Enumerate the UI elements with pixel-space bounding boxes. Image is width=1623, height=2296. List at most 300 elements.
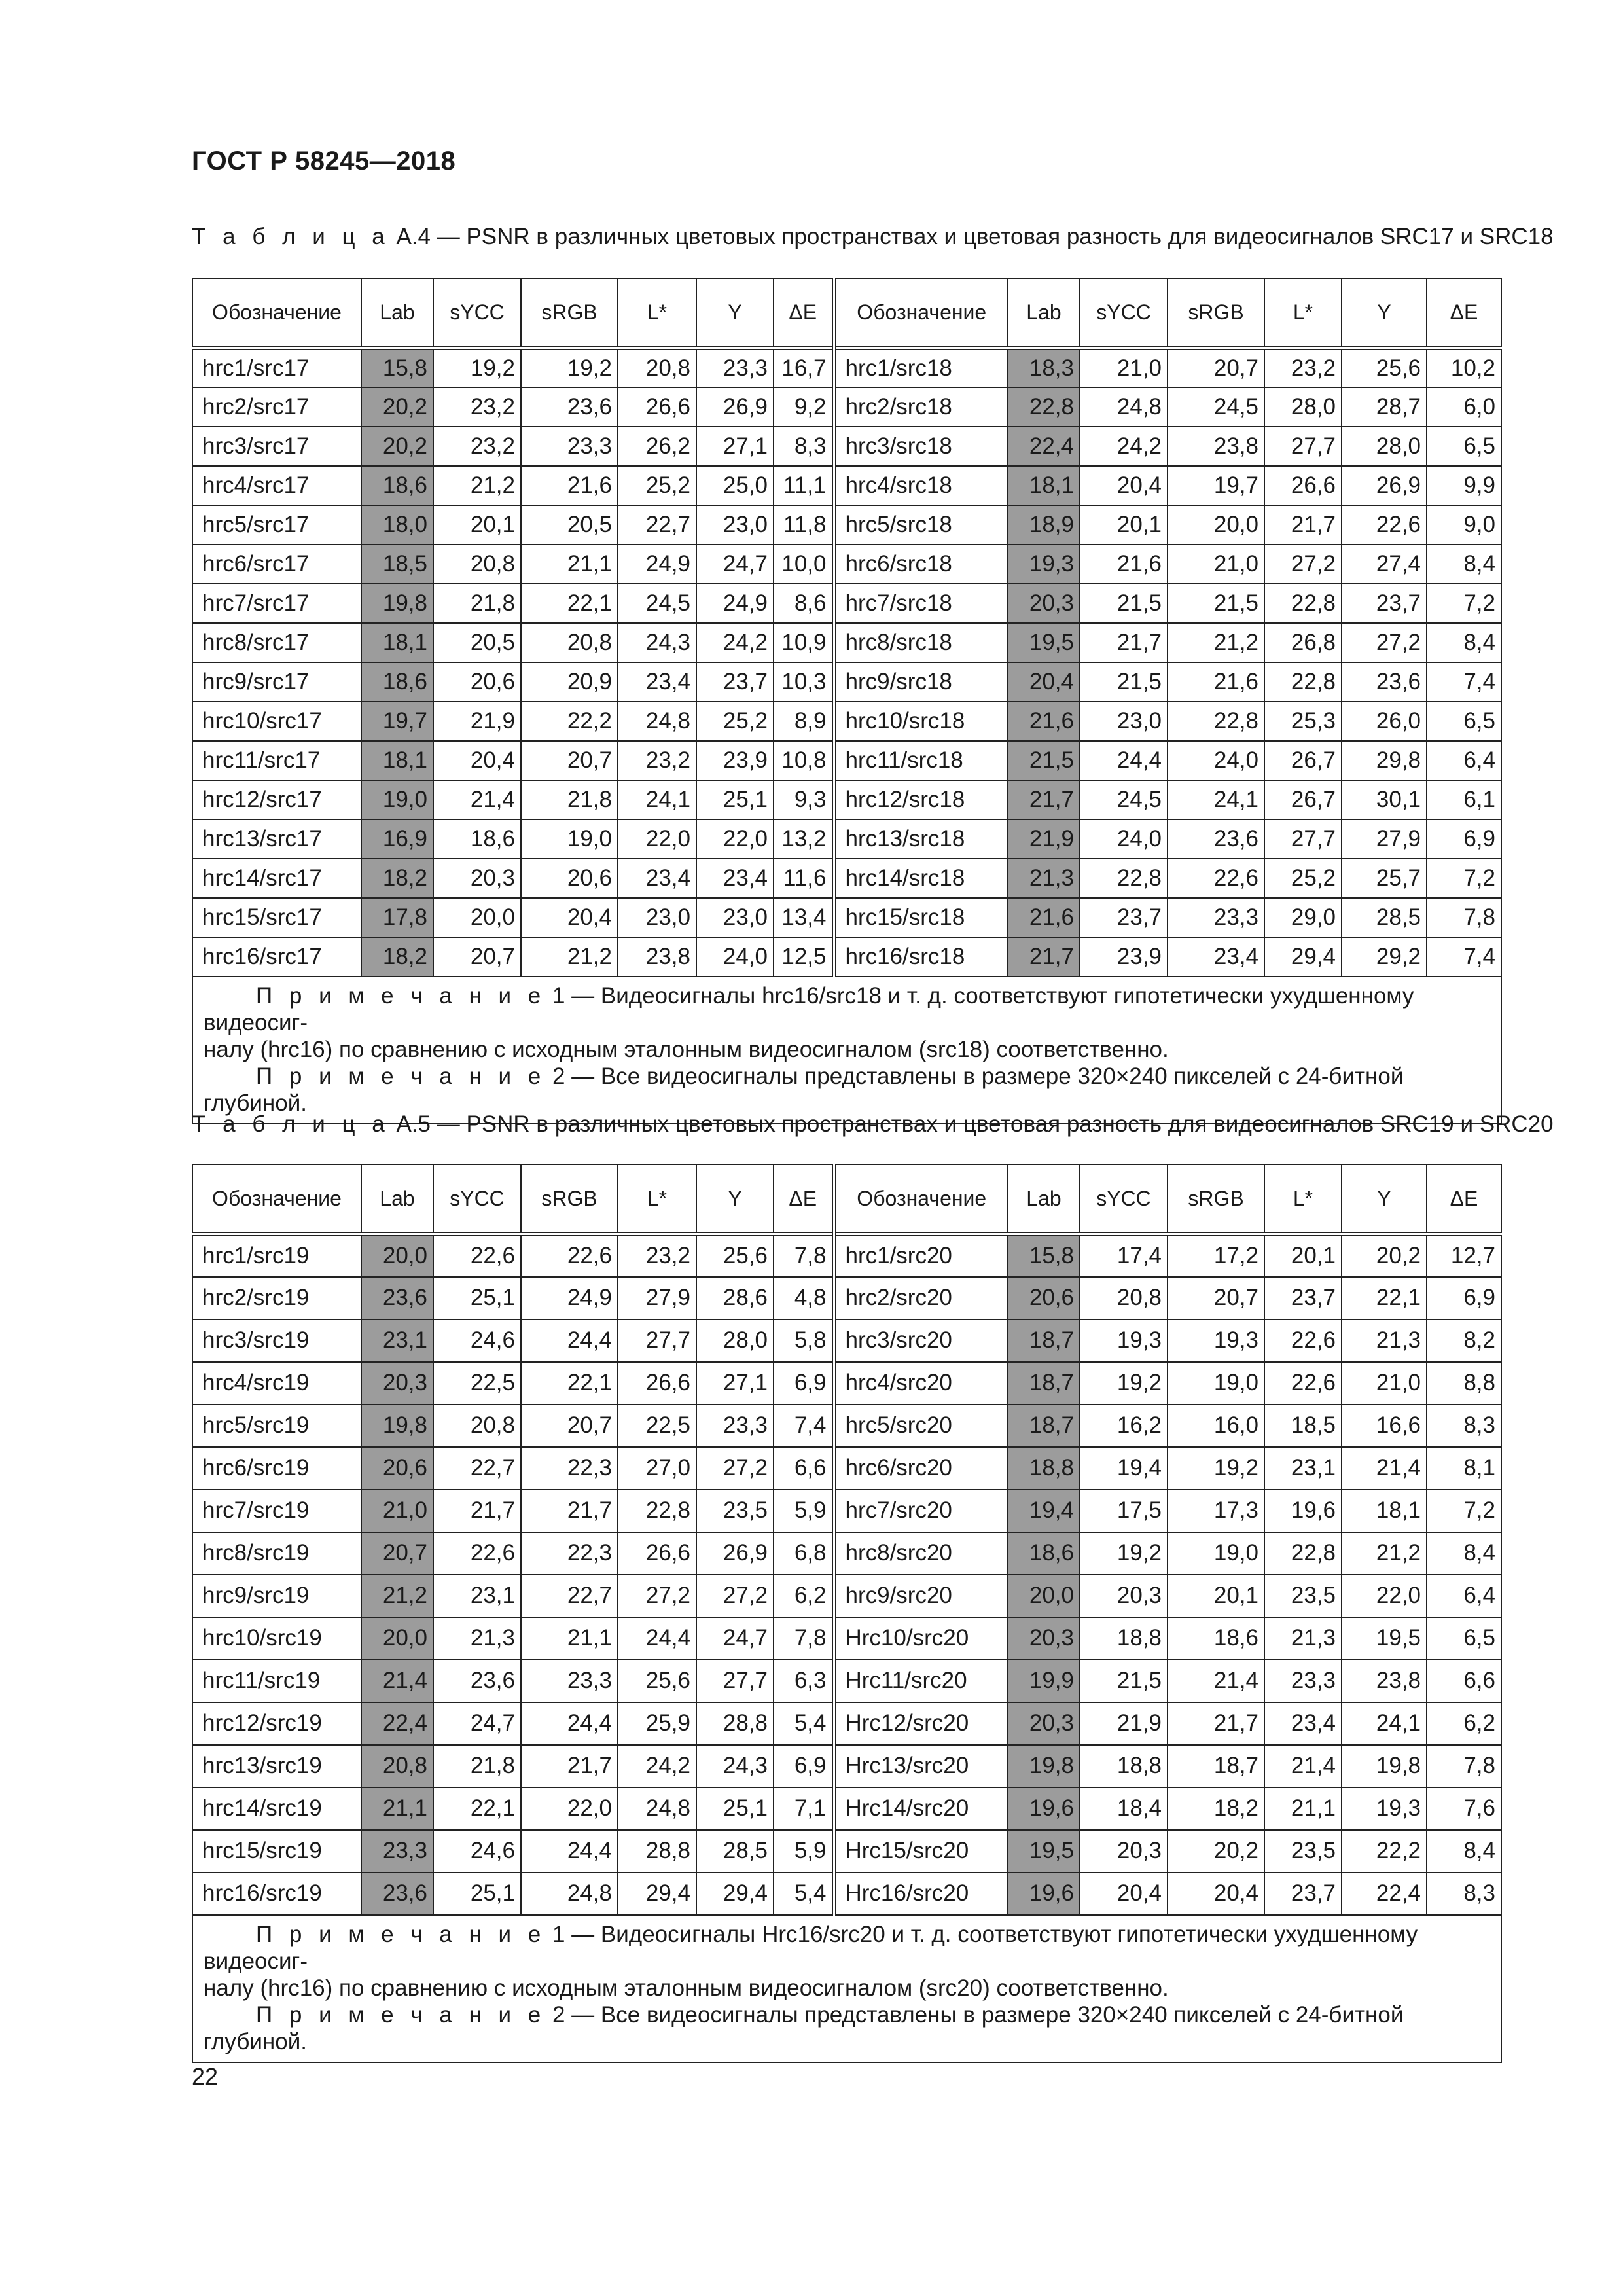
note-prefix: П р и м е ч а н и е xyxy=(256,1063,546,1089)
value-cell: 24,7 xyxy=(433,1702,521,1745)
lab-value-cell: 18,1 xyxy=(361,623,433,662)
value-cell: 17,2 xyxy=(1168,1234,1264,1277)
lab-value-cell: 19,8 xyxy=(361,584,433,623)
column-header: Обозначение xyxy=(834,278,1008,348)
value-cell: 20,1 xyxy=(1264,1234,1342,1277)
psnr-table-a5 xyxy=(192,1164,1501,2063)
value-cell: 23,0 xyxy=(696,898,774,937)
value-cell: 21,9 xyxy=(433,702,521,741)
value-cell: 7,4 xyxy=(774,1405,834,1447)
value-cell: 28,0 xyxy=(1264,387,1342,427)
column-header: L* xyxy=(1264,278,1342,348)
note-text: 2 — Все видеосигналы представлены в размере 320×240 пикселей с 24-битной глубиной. xyxy=(204,2001,1404,2054)
column-header: sYCC xyxy=(433,278,521,348)
value-cell: 23,7 xyxy=(696,662,774,702)
lab-value-cell: 23,6 xyxy=(361,1873,433,1915)
value-cell: 18,8 xyxy=(1080,1617,1168,1660)
value-cell: 20,8 xyxy=(1080,1277,1168,1319)
value-cell: 21,3 xyxy=(1264,1617,1342,1660)
column-header: Обозначение xyxy=(192,1164,361,1234)
signal-name-cell: hrc7/src20 xyxy=(834,1490,1008,1532)
column-header: L* xyxy=(618,1164,696,1234)
value-cell: 6,6 xyxy=(774,1447,834,1490)
value-cell: 8,4 xyxy=(1427,1830,1501,1873)
value-cell: 24,0 xyxy=(1080,819,1168,859)
value-cell: 27,7 xyxy=(618,1319,696,1362)
value-cell: 20,1 xyxy=(433,505,521,545)
value-cell: 9,0 xyxy=(1427,505,1501,545)
lab-value-cell: 20,2 xyxy=(361,427,433,466)
value-cell: 25,2 xyxy=(696,702,774,741)
signal-name-cell: hrc5/src20 xyxy=(834,1405,1008,1447)
table-row xyxy=(192,1787,1501,1830)
value-cell: 19,0 xyxy=(521,819,618,859)
value-cell: 8,6 xyxy=(774,584,834,623)
value-cell: 19,3 xyxy=(1342,1787,1427,1830)
value-cell: 6,9 xyxy=(1427,1277,1501,1319)
value-cell: 26,9 xyxy=(696,1532,774,1575)
value-cell: 20,0 xyxy=(433,898,521,937)
value-cell: 21,2 xyxy=(1168,623,1264,662)
lab-value-cell: 18,2 xyxy=(361,937,433,977)
value-cell: 27,2 xyxy=(696,1447,774,1490)
value-cell: 24,4 xyxy=(521,1319,618,1362)
value-cell: 19,0 xyxy=(1168,1362,1264,1405)
value-cell: 13,2 xyxy=(774,819,834,859)
table-caption-text: А.5 — PSNR в различных цветовых пространствах и цветовая разность для видеосигналов SRC19 и SRC20 xyxy=(389,1111,1554,1137)
value-cell: 22,8 xyxy=(1168,702,1264,741)
value-cell: 26,0 xyxy=(1342,702,1427,741)
value-cell: 22,3 xyxy=(521,1532,618,1575)
value-cell: 20,9 xyxy=(521,662,618,702)
value-cell: 20,8 xyxy=(433,1405,521,1447)
value-cell: 9,3 xyxy=(774,780,834,819)
value-cell: 24,8 xyxy=(618,1787,696,1830)
signal-name-cell: hrc9/src18 xyxy=(834,662,1008,702)
signal-name-cell: hrc1/src20 xyxy=(834,1234,1008,1277)
lab-value-cell: 22,4 xyxy=(361,1702,433,1745)
value-cell: 6,6 xyxy=(1427,1660,1501,1702)
table-row xyxy=(192,859,1501,898)
value-cell: 29,8 xyxy=(1342,741,1427,780)
lab-value-cell: 21,2 xyxy=(361,1575,433,1617)
value-cell: 21,0 xyxy=(1168,545,1264,584)
value-cell: 21,8 xyxy=(433,1745,521,1787)
value-cell: 18,6 xyxy=(433,819,521,859)
table-caption xyxy=(192,1111,1554,1138)
value-cell: 18,8 xyxy=(1080,1745,1168,1787)
value-cell: 22,6 xyxy=(433,1532,521,1575)
value-cell: 6,1 xyxy=(1427,780,1501,819)
value-cell: 21,2 xyxy=(433,466,521,505)
value-cell: 29,2 xyxy=(1342,937,1427,977)
table-row xyxy=(192,505,1501,545)
value-cell: 29,0 xyxy=(1264,898,1342,937)
note-line xyxy=(204,1921,1490,1975)
signal-name-cell: hrc4/src17 xyxy=(192,466,361,505)
value-cell: 22,6 xyxy=(1168,859,1264,898)
value-cell: 8,3 xyxy=(774,427,834,466)
value-cell: 24,9 xyxy=(521,1277,618,1319)
value-cell: 26,9 xyxy=(696,387,774,427)
value-cell: 24,8 xyxy=(1080,387,1168,427)
table-row xyxy=(192,387,1501,427)
value-cell: 28,5 xyxy=(696,1830,774,1873)
table-row xyxy=(192,1702,1501,1745)
value-cell: 21,6 xyxy=(1080,545,1168,584)
column-header: ΔE xyxy=(1427,1164,1501,1234)
value-cell: 16,0 xyxy=(1168,1405,1264,1447)
signal-name-cell: hrc13/src18 xyxy=(834,819,1008,859)
signal-name-cell: hrc8/src19 xyxy=(192,1532,361,1575)
value-cell: 7,6 xyxy=(1427,1787,1501,1830)
value-cell: 27,2 xyxy=(1264,545,1342,584)
lab-value-cell: 19,5 xyxy=(1008,1830,1080,1873)
signal-name-cell: hrc3/src18 xyxy=(834,427,1008,466)
table-row xyxy=(192,898,1501,937)
note-prefix: П р и м е ч а н и е xyxy=(256,982,546,1009)
value-cell: 6,0 xyxy=(1427,387,1501,427)
value-cell: 23,4 xyxy=(618,859,696,898)
lab-value-cell: 18,6 xyxy=(1008,1532,1080,1575)
note-text: 2 — Все видеосигналы представлены в размере 320×240 пикселей с 24-битной глубиной. xyxy=(204,1063,1404,1116)
value-cell: 27,0 xyxy=(618,1447,696,1490)
signal-name-cell: hrc7/src17 xyxy=(192,584,361,623)
value-cell: 24,9 xyxy=(696,584,774,623)
value-cell: 22,3 xyxy=(521,1447,618,1490)
value-cell: 21,4 xyxy=(1342,1447,1427,1490)
value-cell: 23,6 xyxy=(521,387,618,427)
value-cell: 7,8 xyxy=(774,1617,834,1660)
value-cell: 30,1 xyxy=(1342,780,1427,819)
column-header: Lab xyxy=(1008,1164,1080,1234)
notes-row xyxy=(192,977,1501,1124)
lab-value-cell: 23,3 xyxy=(361,1830,433,1873)
data-table xyxy=(192,1164,1502,2063)
signal-name-cell: hrc4/src18 xyxy=(834,466,1008,505)
value-cell: 13,4 xyxy=(774,898,834,937)
value-cell: 17,4 xyxy=(1080,1234,1168,1277)
value-cell: 23,6 xyxy=(1168,819,1264,859)
value-cell: 26,6 xyxy=(1264,466,1342,505)
table-row xyxy=(192,623,1501,662)
lab-value-cell: 18,1 xyxy=(1008,466,1080,505)
value-cell: 23,8 xyxy=(618,937,696,977)
value-cell: 19,3 xyxy=(1168,1319,1264,1362)
signal-name-cell: hrc16/src19 xyxy=(192,1873,361,1915)
lab-value-cell: 18,7 xyxy=(1008,1362,1080,1405)
value-cell: 24,6 xyxy=(433,1319,521,1362)
lab-value-cell: 17,8 xyxy=(361,898,433,937)
table-row xyxy=(192,1447,1501,1490)
value-cell: 22,6 xyxy=(521,1234,618,1277)
lab-value-cell: 22,4 xyxy=(1008,427,1080,466)
value-cell: 23,4 xyxy=(618,662,696,702)
lab-value-cell: 21,0 xyxy=(361,1490,433,1532)
value-cell: 19,7 xyxy=(1168,466,1264,505)
signal-name-cell: Hrc10/src20 xyxy=(834,1617,1008,1660)
value-cell: 27,2 xyxy=(696,1575,774,1617)
value-cell: 29,4 xyxy=(696,1873,774,1915)
value-cell: 23,0 xyxy=(618,898,696,937)
value-cell: 21,0 xyxy=(1080,348,1168,387)
value-cell: 25,2 xyxy=(1264,859,1342,898)
note-text: 1 — Видеосигналы hrc16/src18 и т. д. соответствуют гипотетически ухудшенному видеосиг- xyxy=(204,982,1414,1035)
lab-value-cell: 18,2 xyxy=(361,859,433,898)
value-cell: 21,1 xyxy=(521,545,618,584)
table-row xyxy=(192,1490,1501,1532)
lab-value-cell: 21,9 xyxy=(1008,819,1080,859)
signal-name-cell: Hrc11/src20 xyxy=(834,1660,1008,1702)
value-cell: 18,1 xyxy=(1342,1490,1427,1532)
value-cell: 24,6 xyxy=(433,1830,521,1873)
table-row xyxy=(192,1745,1501,1787)
value-cell: 23,2 xyxy=(618,741,696,780)
signal-name-cell: hrc11/src17 xyxy=(192,741,361,780)
signal-name-cell: hrc2/src18 xyxy=(834,387,1008,427)
value-cell: 11,6 xyxy=(774,859,834,898)
value-cell: 20,7 xyxy=(521,1405,618,1447)
value-cell: 23,5 xyxy=(1264,1830,1342,1873)
value-cell: 21,7 xyxy=(521,1745,618,1787)
note-text: налу (hrc16) по сравнению с исходным эталонным видеосигналом (src20) соответственно. xyxy=(204,1975,1169,2001)
table-row xyxy=(192,1575,1501,1617)
value-cell: 23,8 xyxy=(1168,427,1264,466)
lab-value-cell: 18,6 xyxy=(361,466,433,505)
value-cell: 25,6 xyxy=(696,1234,774,1277)
value-cell: 17,5 xyxy=(1080,1490,1168,1532)
signal-name-cell: hrc9/src20 xyxy=(834,1575,1008,1617)
column-header: sYCC xyxy=(1080,278,1168,348)
table-row xyxy=(192,1830,1501,1873)
value-cell: 21,4 xyxy=(1264,1745,1342,1787)
psnr-table-a4 xyxy=(192,278,1501,1124)
value-cell: 20,3 xyxy=(1080,1575,1168,1617)
value-cell: 22,5 xyxy=(433,1362,521,1405)
data-table xyxy=(192,278,1502,1124)
signal-name-cell: hrc4/src19 xyxy=(192,1362,361,1405)
value-cell: 24,3 xyxy=(618,623,696,662)
value-cell: 19,5 xyxy=(1342,1617,1427,1660)
value-cell: 6,9 xyxy=(774,1362,834,1405)
value-cell: 21,2 xyxy=(521,937,618,977)
signal-name-cell: hrc10/src19 xyxy=(192,1617,361,1660)
value-cell: 25,2 xyxy=(618,466,696,505)
value-cell: 19,8 xyxy=(1342,1745,1427,1787)
value-cell: 23,0 xyxy=(1080,702,1168,741)
value-cell: 6,9 xyxy=(774,1745,834,1787)
lab-value-cell: 20,7 xyxy=(361,1532,433,1575)
value-cell: 22,2 xyxy=(521,702,618,741)
value-cell: 5,9 xyxy=(774,1830,834,1873)
lab-value-cell: 20,3 xyxy=(361,1362,433,1405)
signal-name-cell: hrc14/src17 xyxy=(192,859,361,898)
value-cell: 24,0 xyxy=(1168,741,1264,780)
value-cell: 21,4 xyxy=(1168,1660,1264,1702)
value-cell: 28,0 xyxy=(696,1319,774,1362)
value-cell: 23,9 xyxy=(1080,937,1168,977)
value-cell: 26,2 xyxy=(618,427,696,466)
value-cell: 24,5 xyxy=(1168,387,1264,427)
column-header: sRGB xyxy=(521,278,618,348)
value-cell: 6,4 xyxy=(1427,741,1501,780)
value-cell: 20,3 xyxy=(433,859,521,898)
lab-value-cell: 19,0 xyxy=(361,780,433,819)
table-caption-prefix: Т а б л и ц а xyxy=(192,1111,390,1137)
value-cell: 22,1 xyxy=(521,584,618,623)
value-cell: 21,3 xyxy=(433,1617,521,1660)
value-cell: 24,2 xyxy=(1080,427,1168,466)
signal-name-cell: hrc4/src20 xyxy=(834,1362,1008,1405)
lab-value-cell: 18,1 xyxy=(361,741,433,780)
value-cell: 22,7 xyxy=(618,505,696,545)
value-cell: 8,8 xyxy=(1427,1362,1501,1405)
value-cell: 20,4 xyxy=(1168,1873,1264,1915)
value-cell: 19,6 xyxy=(1264,1490,1342,1532)
value-cell: 23,7 xyxy=(1264,1873,1342,1915)
value-cell: 24,2 xyxy=(618,1745,696,1787)
lab-value-cell: 21,6 xyxy=(1008,898,1080,937)
value-cell: 20,7 xyxy=(521,741,618,780)
signal-name-cell: hrc2/src20 xyxy=(834,1277,1008,1319)
lab-value-cell: 19,3 xyxy=(1008,545,1080,584)
value-cell: 6,8 xyxy=(774,1532,834,1575)
signal-name-cell: hrc5/src17 xyxy=(192,505,361,545)
table-row xyxy=(192,1873,1501,1915)
value-cell: 22,8 xyxy=(1264,1532,1342,1575)
value-cell: 20,4 xyxy=(1080,466,1168,505)
signal-name-cell: hrc13/src19 xyxy=(192,1745,361,1787)
value-cell: 7,1 xyxy=(774,1787,834,1830)
value-cell: 27,7 xyxy=(1264,427,1342,466)
value-cell: 25,6 xyxy=(618,1660,696,1702)
signal-name-cell: Hrc16/src20 xyxy=(834,1873,1008,1915)
value-cell: 21,5 xyxy=(1080,662,1168,702)
lab-value-cell: 20,4 xyxy=(1008,662,1080,702)
column-header: Обозначение xyxy=(192,278,361,348)
table-row xyxy=(192,819,1501,859)
value-cell: 10,9 xyxy=(774,623,834,662)
value-cell: 24,8 xyxy=(521,1873,618,1915)
column-header: Lab xyxy=(1008,278,1080,348)
value-cell: 23,1 xyxy=(433,1575,521,1617)
note-line xyxy=(204,1975,1490,2001)
value-cell: 16,2 xyxy=(1080,1405,1168,1447)
value-cell: 23,6 xyxy=(433,1660,521,1702)
value-cell: 23,7 xyxy=(1080,898,1168,937)
lab-value-cell: 19,8 xyxy=(1008,1745,1080,1787)
value-cell: 7,4 xyxy=(1427,937,1501,977)
table-caption-prefix: Т а б л и ц а xyxy=(192,224,390,249)
signal-name-cell: hrc6/src18 xyxy=(834,545,1008,584)
value-cell: 22,6 xyxy=(433,1234,521,1277)
value-cell: 24,7 xyxy=(696,545,774,584)
value-cell: 21,9 xyxy=(1080,1702,1168,1745)
value-cell: 19,2 xyxy=(1080,1362,1168,1405)
lab-value-cell: 23,1 xyxy=(361,1319,433,1362)
value-cell: 26,6 xyxy=(618,1362,696,1405)
value-cell: 7,8 xyxy=(1427,1745,1501,1787)
signal-name-cell: hrc9/src17 xyxy=(192,662,361,702)
value-cell: 6,5 xyxy=(1427,427,1501,466)
value-cell: 23,2 xyxy=(433,387,521,427)
value-cell: 23,7 xyxy=(1264,1277,1342,1319)
value-cell: 20,3 xyxy=(1080,1830,1168,1873)
value-cell: 21,7 xyxy=(1168,1702,1264,1745)
table-row xyxy=(192,1660,1501,1702)
table-row xyxy=(192,1362,1501,1405)
value-cell: 9,9 xyxy=(1427,466,1501,505)
value-cell: 7,8 xyxy=(774,1234,834,1277)
value-cell: 22,8 xyxy=(618,1490,696,1532)
value-cell: 7,2 xyxy=(1427,859,1501,898)
note-text: налу (hrc16) по сравнению с исходным эталонным видеосигналом (src18) соответственно. xyxy=(204,1036,1169,1062)
lab-value-cell: 19,5 xyxy=(1008,623,1080,662)
value-cell: 22,7 xyxy=(521,1575,618,1617)
value-cell: 23,2 xyxy=(433,427,521,466)
value-cell: 23,3 xyxy=(521,427,618,466)
value-cell: 21,6 xyxy=(1168,662,1264,702)
signal-name-cell: hrc2/src17 xyxy=(192,387,361,427)
value-cell: 22,8 xyxy=(1264,662,1342,702)
value-cell: 18,4 xyxy=(1080,1787,1168,1830)
value-cell: 21,4 xyxy=(433,780,521,819)
value-cell: 26,8 xyxy=(1264,623,1342,662)
table-row xyxy=(192,466,1501,505)
table-row xyxy=(192,937,1501,977)
table-row xyxy=(192,427,1501,466)
value-cell: 7,8 xyxy=(1427,898,1501,937)
value-cell: 17,3 xyxy=(1168,1490,1264,1532)
table-row xyxy=(192,1319,1501,1362)
value-cell: 20,2 xyxy=(1168,1830,1264,1873)
value-cell: 22,7 xyxy=(433,1447,521,1490)
table-caption xyxy=(192,224,1554,250)
value-cell: 24,5 xyxy=(1080,780,1168,819)
signal-name-cell: hrc8/src17 xyxy=(192,623,361,662)
value-cell: 23,3 xyxy=(521,1660,618,1702)
value-cell: 11,1 xyxy=(774,466,834,505)
column-header: sYCC xyxy=(1080,1164,1168,1234)
value-cell: 25,1 xyxy=(433,1277,521,1319)
signal-name-cell: Hrc13/src20 xyxy=(834,1745,1008,1787)
value-cell: 23,3 xyxy=(1264,1660,1342,1702)
lab-value-cell: 18,7 xyxy=(1008,1405,1080,1447)
value-cell: 22,4 xyxy=(1342,1873,1427,1915)
header-row xyxy=(192,278,1501,348)
lab-value-cell: 20,3 xyxy=(1008,1617,1080,1660)
lab-value-cell: 20,3 xyxy=(1008,1702,1080,1745)
notes-cell xyxy=(192,977,1501,1124)
signal-name-cell: hrc5/src18 xyxy=(834,505,1008,545)
column-header: Y xyxy=(696,1164,774,1234)
column-header: ΔE xyxy=(774,1164,834,1234)
value-cell: 23,6 xyxy=(1342,662,1427,702)
table-row xyxy=(192,348,1501,387)
signal-name-cell: Hrc14/src20 xyxy=(834,1787,1008,1830)
value-cell: 25,1 xyxy=(433,1873,521,1915)
value-cell: 23,0 xyxy=(696,505,774,545)
signal-name-cell: hrc16/src17 xyxy=(192,937,361,977)
column-header: sRGB xyxy=(1168,1164,1264,1234)
value-cell: 25,6 xyxy=(1342,348,1427,387)
signal-name-cell: hrc12/src17 xyxy=(192,780,361,819)
value-cell: 22,0 xyxy=(1342,1575,1427,1617)
column-header: L* xyxy=(1264,1164,1342,1234)
column-header: sRGB xyxy=(521,1164,618,1234)
note-prefix: П р и м е ч а н и е xyxy=(256,1921,546,1947)
notes-row xyxy=(192,1915,1501,2062)
